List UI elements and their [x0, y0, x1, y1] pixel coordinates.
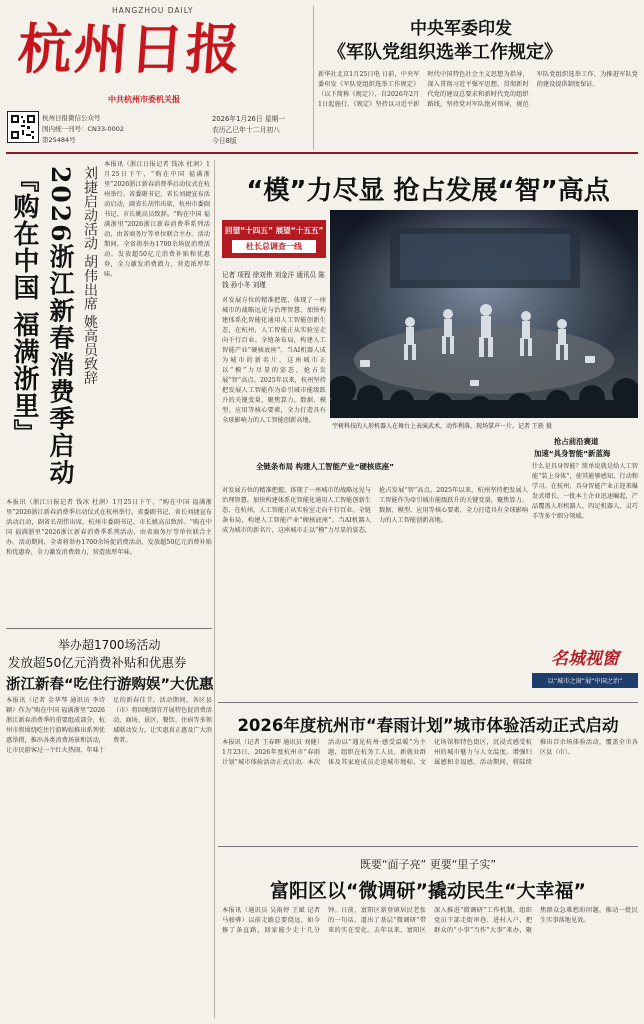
ai-subhead: 全链条布局 构建人工智能产业“硬核底座”	[256, 462, 394, 471]
left-divider-1	[6, 628, 212, 629]
column-stamp-caption: 以“城市之窗”展“中国之治”	[532, 673, 638, 688]
ai-article-body-intro: 对发展方位的精准把握，体现了一座城市的战略远见与治理智慧。加快构建体系化智能化通用人工智能创新生态，在杭州，人工智能正从实验室走向千行百业。全链条布局，构建人工智能产业“硬核底座”。当AI机器人成为城市的新名片，这座城市正以“模”力尽显的姿态，抢占发展“智”高点。2025年以来，杭州坚持把发展人工智能作为牵引城市能级跃升的关键变量，聚焦算力、数据、模型、应用等核心要素，全力打造具有全球影响力的人工智能创新高地。	[222, 297, 326, 424]
consumption-article-body: 本报讯（浙江日报记者 钱冰 杜润）1月25日下午，“购在中国 福满浙里”2026浙江新春消费季启动仪式在杭州举行。省委副书记、省长刘捷宣布活动启动，副省长胡伟出席，杭州市委副书记、市长姚高员致辞。“购在中国 福满浙里”2026浙江新春消费季系列活动，由省商务厅等单位联合主办。活动期间，全省将举办1700余场促消费活动，发放超50亿元消费补贴和优惠券，全力激发消费潜力，营造浓厚年味。	[104, 161, 210, 278]
consumption-headline-sub: 『购在中国 福满浙里』	[9, 166, 39, 447]
left-column-divider	[214, 160, 215, 1018]
lunar-date: 农历乙巳年十二月初八	[212, 126, 280, 134]
consumption-leaders-line: 刘捷启动活动 胡伟出席 姚高员致辞	[82, 166, 98, 385]
consumption-sub-headline-3: 浙江新春“吃住行游购娱”大优惠	[6, 677, 214, 693]
qr-caption: 杭州日报微信公众号	[42, 114, 101, 122]
robot-performance-photo	[330, 210, 638, 418]
military-headline-line1: 中央军委印发	[410, 19, 512, 39]
masthead-publisher: 中共杭州市委机关报	[108, 95, 180, 104]
ai-subhead-block	[222, 462, 428, 472]
page-count: 今日8版	[212, 137, 237, 145]
spring-rain-headline: 2026年度杭州市“春雨计划”城市体验活动正式启动	[237, 716, 619, 735]
series-tag-subtitle: 杜长总调查一线	[232, 240, 316, 253]
fuyang-headline: 富阳区以“微调研”撬动民生“大幸福”	[270, 880, 586, 902]
consumption-sub-headline-1: 举办超1700场活动	[58, 638, 161, 652]
ai-feature-headline: “模”力尽显 抢占发展“智”高点	[246, 176, 610, 206]
issue-number: 第25484号	[42, 136, 76, 144]
consumption-article-body-cont: 本报讯（浙江日报记者 钱冰 杜润）1月25日下午，“购在中国 福满浙里”2026浙江新春消费季启动仪式在杭州举行。省委副书记、省长刘捷宣布活动启动，副省长胡伟出席，杭州市委副书记、市长姚高员致辞。“购在中国 福满浙里”2026浙江新春消费季系列活动，由省商务厅等单位联合主办。活动期间，全省将举办1700余场促消费活动，发放超50亿元消费补贴和优惠券，全力激发消费潜力，营造浓厚年味。	[6, 499, 212, 556]
cn-number: 国内统一刊号：CN33-0002	[42, 125, 125, 133]
ai-article-body-main: 对发展方位的精准把握，体现了一座城市的战略远见与治理智慧。加快构建体系化智能化通用人工智能创新生态，在杭州，人工智能正从实验室走向千行百业。全链条布局，构建人工智能产业“硬核底座”。当AI机器人成为城市的新名片，这座城市正以“模”力尽显的姿态，抢占发展“智”高点。2025年以来，杭州坚持把发展人工智能作为牵引城市能级跃升的关键变量，聚焦算力、数据、模型、应用等核心要素，全力打造具有全球影响力的人工智能创新高地。	[222, 487, 528, 534]
series-tag-title: 回望“十四五” 展望“十五五”	[225, 226, 324, 235]
reporter-bylines: 记者 项程 徐刘伟 刘金洋 通讯员 陈钱 孙小冬 刘瑾	[222, 271, 325, 289]
right-subhead-1: 抢占前沿赛道	[554, 437, 599, 446]
military-headline-line2: 《军队党组织选举工作规定》	[328, 42, 562, 63]
qr-code-icon	[8, 112, 38, 142]
masthead-divider	[313, 6, 314, 150]
masthead-english: HANGZHOU DAILY	[112, 6, 194, 15]
series-tag-box	[222, 220, 326, 258]
consumption-article-body-2: 本报讯（记者 金华琴 通讯员 李诗颖）作为“购在中国 福满浙里”2026浙江新春消费季的重要组成部分，杭州市将围绕吃住行游购娱推出系列优惠举措，推出各类消费场景和活动，让市民游客过一个红火热闹、年味十足的新春佳节。活动期间，各区县（市）将因地制宜开展特色促消费活动，商场、景区、餐饮、住宿等多领域联动发力，让实惠真正惠及广大消费者。	[6, 697, 212, 754]
spring-rain-body: 本报讯（记者 王春晖 通讯员 刘健）1月23日，2026年度杭州市“春雨计划”城市体验活动正式启动。本次活动以“遇见杭州·感受温暖”为主题，组织在杭务工人员、新就业群体及其家庭成员走进城市地标、文化场馆和特色街区，沉浸式感受杭州的城市魅力与人文温度，增强归属感和幸福感。活动期间，将陆续推出百余场体验活动，覆盖全市各区县（市）。	[222, 739, 638, 766]
fuyang-kicker: 既要“面子亮” 更要“里子实”	[359, 858, 497, 871]
consumption-sub-headline-2: 发放超50亿元消费补贴和优惠券	[8, 655, 187, 670]
column-stamp	[532, 648, 638, 692]
consumption-headline-main: 2026浙江新春消费季启动	[46, 166, 75, 487]
photo-caption: 宇树科技的人形机器人在舞台上表演武术，动作利落，现场掌声一片。记者 王轶 摄	[332, 423, 552, 430]
military-article-body: 新华社北京1月25日电 日前，中央军委印发《军队党组织选举工作规定》（以下简称《规定》），自2026年2月1日起施行。《规定》坚持以习近平新时代中国特色社会主义思想为指导，深入贯彻习近平强军思想，贯彻新时代党的建设总要求和新时代党的组织路线，坚持党对军队绝对领导，规范军队党组织选举工作，为推进军队党的建设提供制度保证。	[318, 71, 638, 108]
right-subhead-2: 加速“具身智能”新蓝海	[534, 449, 611, 458]
header-bottom-rule	[6, 152, 638, 154]
spring-divider-top	[218, 702, 638, 703]
fuyang-body: 本报讯（通讯员 吴雨婷 王斌 记者 马骏骅）以前走路总要绕远，如今修了条直路，回家能少走十几分钟。日前，富阳区新登镇居民老张的一句话，道出了基层“微调研”带来的实在变化。去年以来，富阳区深入推进“微调研”工作机制，组织党员干部走街串巷、进村入户，把群众的“小事”当作“大事”来办，聚焦群众急难愁盼问题，推动一批民生实事落地见效。	[222, 907, 638, 934]
embodied-ai-body: 什么是具身智能？简单说就是给人工智能“装上身体”，使其能够感知、行动和学习。在杭州，具身智能产业正迎来爆发式增长，一批本土企业迅速崛起，产品覆盖人形机器人、四足机器人、灵巧手等多个细分领域。	[532, 463, 638, 520]
column-stamp-title: 名城视窗	[551, 649, 619, 669]
fuyang-divider-top	[218, 846, 638, 847]
masthead-logo: 杭州日报	[15, 17, 245, 81]
publication-date: 2026年1月26日 星期一	[212, 115, 286, 123]
